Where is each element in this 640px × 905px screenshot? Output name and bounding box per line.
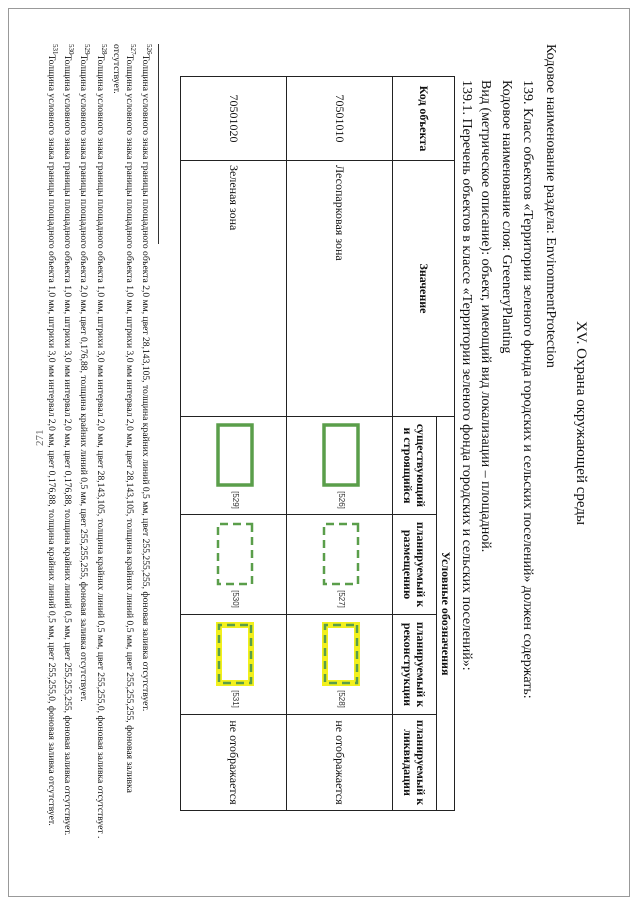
- dashed-boundary-symbol-icon: [216, 521, 256, 587]
- footnote: $^{528}$Толщина условного знака границы площадного объекта 1,0 мм, штрихи 3,0 мм интервал 2,0 мм, цвет 28,143,105, толщина крайних линий 0,5 мм, цвет 255,255,0, фоновая заливка отсутствует .: [94, 44, 108, 839]
- dashed-yellow-boundary-symbol-icon: [216, 621, 256, 687]
- header-planned-reconstruction: планируемый к реконструкции: [393, 615, 437, 715]
- geometry-line: Вид (метрическое описание): объект, имеющий вид локализации – площадной.: [478, 80, 493, 553]
- header-planned-liquidation: планируемый к ликвидации: [393, 715, 437, 811]
- symbol-cell-reconstruction: [287, 615, 393, 715]
- row-value: Лесопарковая зона: [287, 161, 393, 417]
- row-code: 70501020: [181, 77, 287, 161]
- footnotes: [45, 44, 155, 844]
- liquidation-cell: не отображается: [287, 715, 393, 811]
- solid-boundary-symbol-icon: [216, 422, 256, 488]
- symbol-cell-reconstruction: [181, 615, 287, 715]
- header-symbols-group: Условные обозначения: [437, 417, 455, 811]
- rotated-page-content: [25, 28, 595, 878]
- page-number: 271: [34, 429, 46, 446]
- header-code: Код объекта: [393, 77, 455, 161]
- layer-line: Кодовое наименование слоя: GreeneryPlanting: [499, 80, 514, 354]
- liquidation-cell: не отображается: [181, 715, 287, 811]
- footnote-ref: [531]: [231, 690, 240, 708]
- section-title: XV. Охрана окружающей среды: [573, 320, 589, 526]
- header-existing: существующий и строящийся: [393, 417, 437, 515]
- symbol-cell-existing: [181, 417, 287, 515]
- solid-boundary-symbol-icon: [322, 422, 362, 488]
- class-line: 139. Класс объектов «Территории зеленого фонда городских и сельских поселений» должен содержать:: [520, 80, 535, 699]
- footnote-ref: [526]: [337, 491, 346, 509]
- footnote: $^{529}$Толщина условного знака границы площадного объекта 2,0 мм, цвет 0,176,88, толщина крайних линий 0,5 мм, цвет 255,255,255, фоновая заливка отсутствует.: [78, 44, 92, 702]
- code-name-line: Кодовое наименование раздела: EnvironmentProtection: [543, 44, 558, 368]
- row-value: Зеленая зона: [181, 161, 287, 417]
- symbol-cell-placement: [181, 515, 287, 615]
- list-line: 139.1. Перечень объектов в классе «Территории зеленого фонда городских и сельских поселений»:: [459, 80, 474, 671]
- header-planned-placement: планируемый к размещению: [393, 515, 437, 615]
- footnote-divider: [158, 44, 159, 244]
- footnote-ref: [527]: [337, 590, 346, 608]
- symbol-cell-existing: [287, 417, 393, 515]
- footnote: $^{526}$Толщина условного знака границы площадного объекта 2,0 мм, цвет 28,143,105, толщина крайних линий 0,5 мм, цвет 255,255,255, фоновая заливка отсутствует.: [139, 44, 153, 712]
- header-value: Значение: [393, 161, 455, 417]
- footnote-ref: [530]: [231, 590, 240, 608]
- objects-table: [180, 76, 455, 811]
- symbol-cell-placement: [287, 515, 393, 615]
- dashed-yellow-boundary-symbol-icon: [322, 621, 362, 687]
- footnote: $^{530}$Толщина условного знака границы площадного объекта 1,0 мм, штрихи 3,0 мм интервал 2,0 мм, цвет 0,176,88, толщина крайних линий 0,5 мм, цвет 255,255,255, фоновая заливка отсутствует.: [62, 44, 76, 836]
- footnote: $^{531}$Толщина условного знака границы площадного объекта 1,0 мм, штрихи 3,0 мм интервал 2,0 мм, цвет 0,176,88, толщина крайних линий 0,5 мм, цвет 255,255,0, фоновая заливка отсутствует.: [45, 44, 60, 826]
- footnote-ref: [529]: [231, 491, 240, 509]
- dashed-boundary-symbol-icon: [322, 521, 362, 587]
- footnote: $^{527}$Толщина условного знака границы площадного объекта 1,0 мм, штрихи 3,0 мм интервал 2,0 мм, цвет 28,143,105, толщина крайних линий 0,5 мм, цвет 255,255,255, фоновая заливка отсутствует.: [110, 44, 137, 793]
- table-row: [181, 77, 287, 811]
- row-code: 70501010: [287, 77, 393, 161]
- footnote-ref: [528]: [337, 690, 346, 708]
- table-row: [287, 77, 393, 811]
